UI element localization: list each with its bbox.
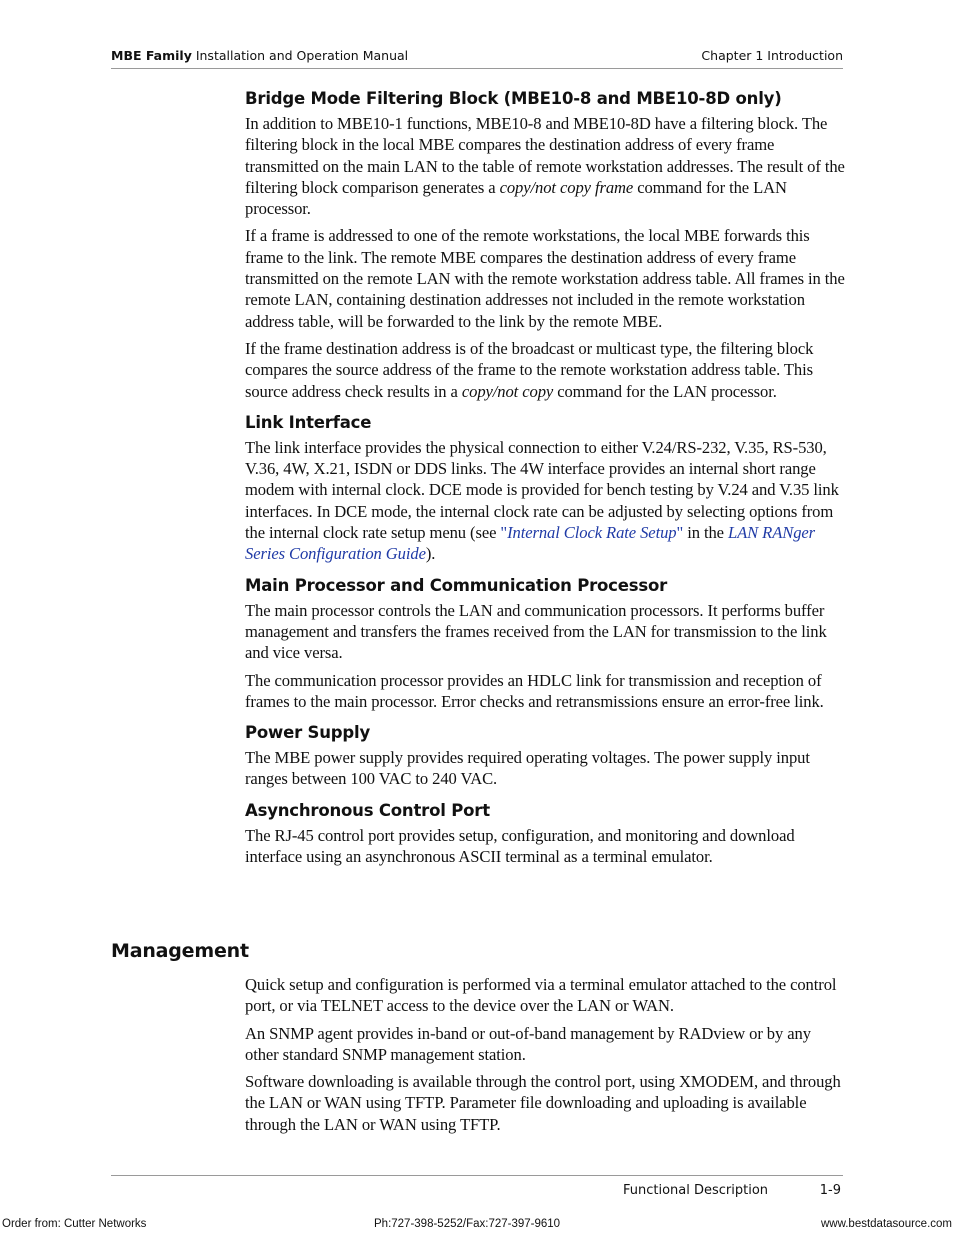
paragraph: The communication processor provides an HDLC link for transmission and reception of frames to the main processor. Error checks and retransmissions ensure an error-free link. bbox=[245, 670, 824, 711]
main-content bbox=[245, 88, 845, 877]
emphasis: copy/not copy frame bbox=[499, 177, 634, 197]
section-main-processor bbox=[245, 575, 845, 712]
paragraph: The link interface provides the physical connection to either V.24/RS-232, V.35, RS-530, V.36, 4W, X.21, ISDN or DDS links. The 4W interface provides an internal short range modem with internal clock. DCE mode is provided for bench testing by V.24 and V.35 link interfaces. In DCE mode, the internal clock rate can be adjusted by selecting options from the internal clock rate setup menu (see "Internal Clock Rate Setup" in the LAN RANger Series Configuration Guide). bbox=[245, 437, 839, 564]
paragraph: Software downloading is available through the control port, using XMODEM, and through the LAN or WAN using TFTP. Parameter file downloading and uploading is available through the LAN or WAN using TFTP. bbox=[245, 1072, 841, 1134]
paragraph: The main processor controls the LAN and communication processors. It performs buffer management and transfers the frames received from the LAN for transmission to the link and vice versa. bbox=[245, 600, 827, 663]
paragraph: Quick setup and configuration is performed via a terminal emulator attached to the control port, or via TELNET access to the device over the LAN or WAN. bbox=[245, 975, 837, 1016]
section-title-bridge: Bridge Mode Filtering Block (MBE10-8 and MBE10-8D only) bbox=[245, 89, 782, 108]
emphasis: copy/not copy bbox=[461, 381, 554, 401]
page-header bbox=[111, 48, 843, 69]
link-internal-clock-rate-setup[interactable]: Internal Clock Rate Setup bbox=[507, 523, 677, 543]
website: www.bestdatasource.com bbox=[820, 1218, 952, 1230]
section-async-port bbox=[245, 800, 845, 868]
header-product: MBE Family bbox=[111, 48, 192, 63]
paragraph: If the frame destination address is of the broadcast or multicast type, the filtering block compares the source address of the frame to the remote workstation address table. This source address check results in a copy/not copy command for the LAN processor. bbox=[245, 338, 814, 401]
section-title-main-processor: Main Processor and Communication Processor bbox=[245, 575, 668, 595]
page-footer bbox=[111, 1175, 843, 1198]
section-management bbox=[245, 974, 845, 1141]
section-power-supply bbox=[245, 722, 845, 790]
section-title-management: Management bbox=[111, 940, 249, 962]
link-configuration-guide[interactable]: LAN RANger Series Configuration Guide bbox=[245, 523, 816, 564]
phone-fax: Ph:727-398-5252/Fax:727-397-9610 bbox=[374, 1218, 561, 1230]
section-bridge bbox=[245, 88, 845, 402]
paragraph: The MBE power supply provides required operating voltages. The power supply input ranges between 100 VAC to 240 VAC. bbox=[245, 748, 810, 789]
page-number: 1-9 bbox=[819, 1183, 841, 1198]
paragraph: The RJ-45 control port provides setup, configuration, and monitoring and download interface using an asynchronous ASCII terminal as a terminal emulator. bbox=[245, 825, 795, 867]
section-title-link: Link Interface bbox=[245, 412, 372, 432]
order-from: Order from: Cutter Networks bbox=[2, 1218, 147, 1230]
order-bar bbox=[0, 1218, 954, 1234]
section-link-interface bbox=[245, 412, 845, 565]
paragraph: An SNMP agent provides in-band or out-of-band management by RADview or by any other standard SNMP management station. bbox=[245, 1023, 811, 1064]
paragraph: If a frame is addressed to one of the remote workstations, the local MBE forwards this frame to the link. The remote MBE compares the destination address of every frame transmitted on the remote LAN with the remote workstation address table. All frames in the remote LAN, containing destination addresses not included in the remote workstation address table, will be forwarded to the link by the remote MBE. bbox=[245, 226, 845, 331]
header-manual: Installation and Operation Manual bbox=[195, 48, 409, 63]
paragraph: In addition to MBE10-1 functions, MBE10-8 and MBE10-8D have a filtering block. The filtering block in the local MBE compares the destination address of every frame transmitted on the main LAN to the table of remote workstation addresses. The result of the filtering block comparison generates a copy/not copy frame command for the LAN processor. bbox=[245, 114, 845, 219]
footer-section-name: Functional Description bbox=[623, 1183, 769, 1198]
header-left bbox=[111, 48, 408, 63]
section-title-power: Power Supply bbox=[245, 723, 371, 743]
section-title-async: Asynchronous Control Port bbox=[245, 800, 490, 820]
header-chapter: Chapter 1 Introduction bbox=[701, 48, 843, 63]
